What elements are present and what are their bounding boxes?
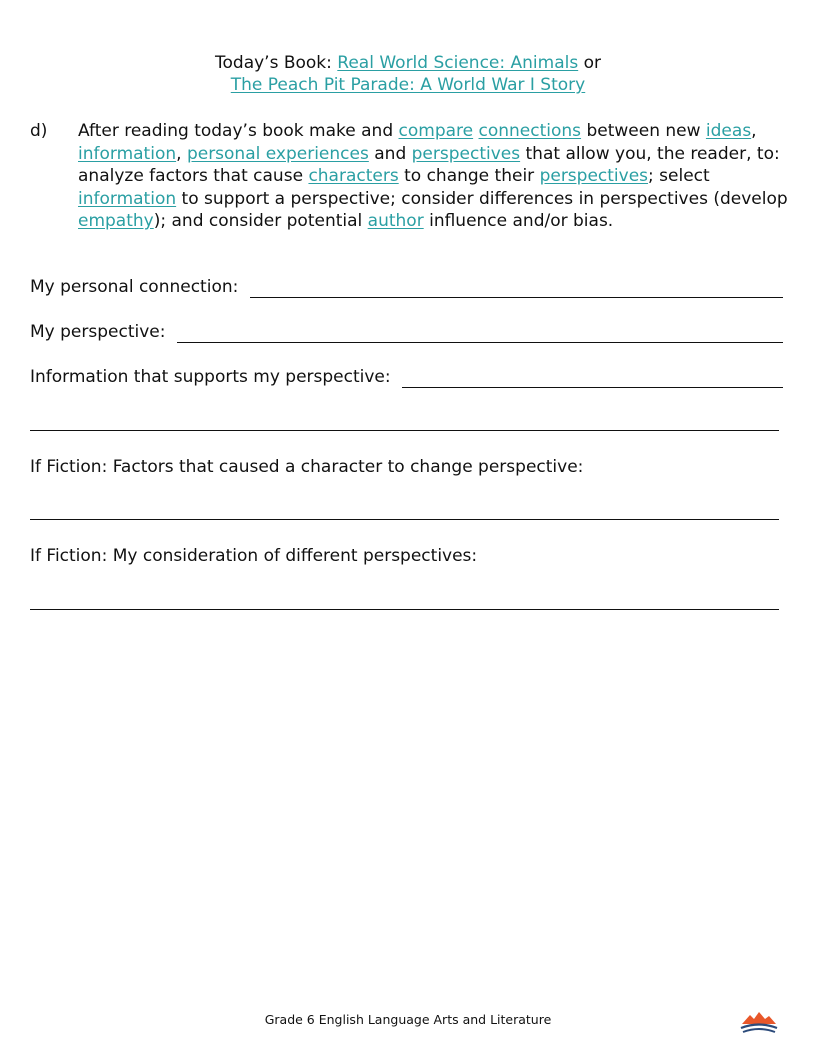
link-compare[interactable]: compare	[398, 121, 474, 141]
text-segment: and	[368, 143, 412, 164]
text-segment: influence and/or bias.	[423, 211, 614, 231]
link-author[interactable]: author	[367, 211, 424, 231]
book-link-peach-pit-parade[interactable]: The Peach Pit Parade: A World War I Story	[230, 75, 586, 95]
supporting-info-field[interactable]	[30, 366, 783, 388]
link-empathy[interactable]: empathy	[78, 211, 154, 231]
header-or: or	[578, 53, 601, 73]
text-segment: ; select	[648, 166, 710, 186]
text-segment: After reading today’s book make and	[78, 121, 399, 141]
instruction-item	[30, 120, 790, 233]
perspective-answer-line[interactable]	[177, 324, 783, 343]
link-personal-experiences[interactable]: personal experiences	[186, 143, 369, 164]
text-segment: to change their	[398, 166, 540, 186]
fiction-consideration-answer-line[interactable]	[30, 609, 779, 610]
link-ideas[interactable]: ideas	[705, 121, 752, 141]
text-segment: that allow you, the reader, to: analyze factors that cause	[78, 143, 780, 186]
publisher-logo-icon	[740, 1010, 778, 1036]
book-link-real-world-science[interactable]: Real World Science: Animals	[337, 53, 579, 73]
perspective-label: My perspective:	[30, 322, 171, 342]
item-marker: d)	[30, 121, 48, 141]
link-perspectives[interactable]: perspectives	[411, 143, 521, 164]
text-segment: ); and consider potential	[153, 211, 368, 231]
text-segment: to support a perspective; consider differences in perspectives (develop	[176, 188, 788, 209]
link-information-2[interactable]: information	[78, 188, 177, 209]
personal-connection-field[interactable]	[30, 276, 783, 298]
fiction-factors-label: If Fiction: Factors that caused a character to change perspective:	[30, 457, 584, 477]
supporting-info-label: Information that supports my perspective:	[30, 367, 397, 387]
link-perspectives-2[interactable]: perspectives	[539, 166, 649, 186]
todays-book-header	[0, 52, 816, 96]
personal-connection-label: My personal connection:	[30, 277, 244, 297]
instruction-text: After reading today’s book make and compare connections between new ideas, information, personal experiences and perspectives that allow you, the reader, to: analyze factors that cause characters to change their perspectives; select information to support a perspective; consider differences in perspectives (develop empathy); and consider potential author influence and/or bias.	[78, 121, 788, 231]
link-information[interactable]: information	[78, 143, 177, 164]
text-segment: between new	[581, 121, 706, 141]
link-characters[interactable]: characters	[308, 166, 399, 186]
page-footer: Grade 6 English Language Arts and Literature	[264, 1012, 552, 1027]
supporting-info-answer-line-2[interactable]	[30, 430, 779, 431]
fiction-factors-answer-line[interactable]	[30, 519, 779, 520]
perspective-field[interactable]	[30, 321, 783, 343]
fiction-consideration-label: If Fiction: My consideration of different perspectives:	[30, 546, 478, 566]
personal-connection-answer-line[interactable]	[250, 279, 783, 298]
header-prefix: Today’s Book:	[215, 53, 338, 73]
link-connections[interactable]: connections	[478, 121, 582, 141]
supporting-info-answer-line[interactable]	[402, 369, 783, 388]
